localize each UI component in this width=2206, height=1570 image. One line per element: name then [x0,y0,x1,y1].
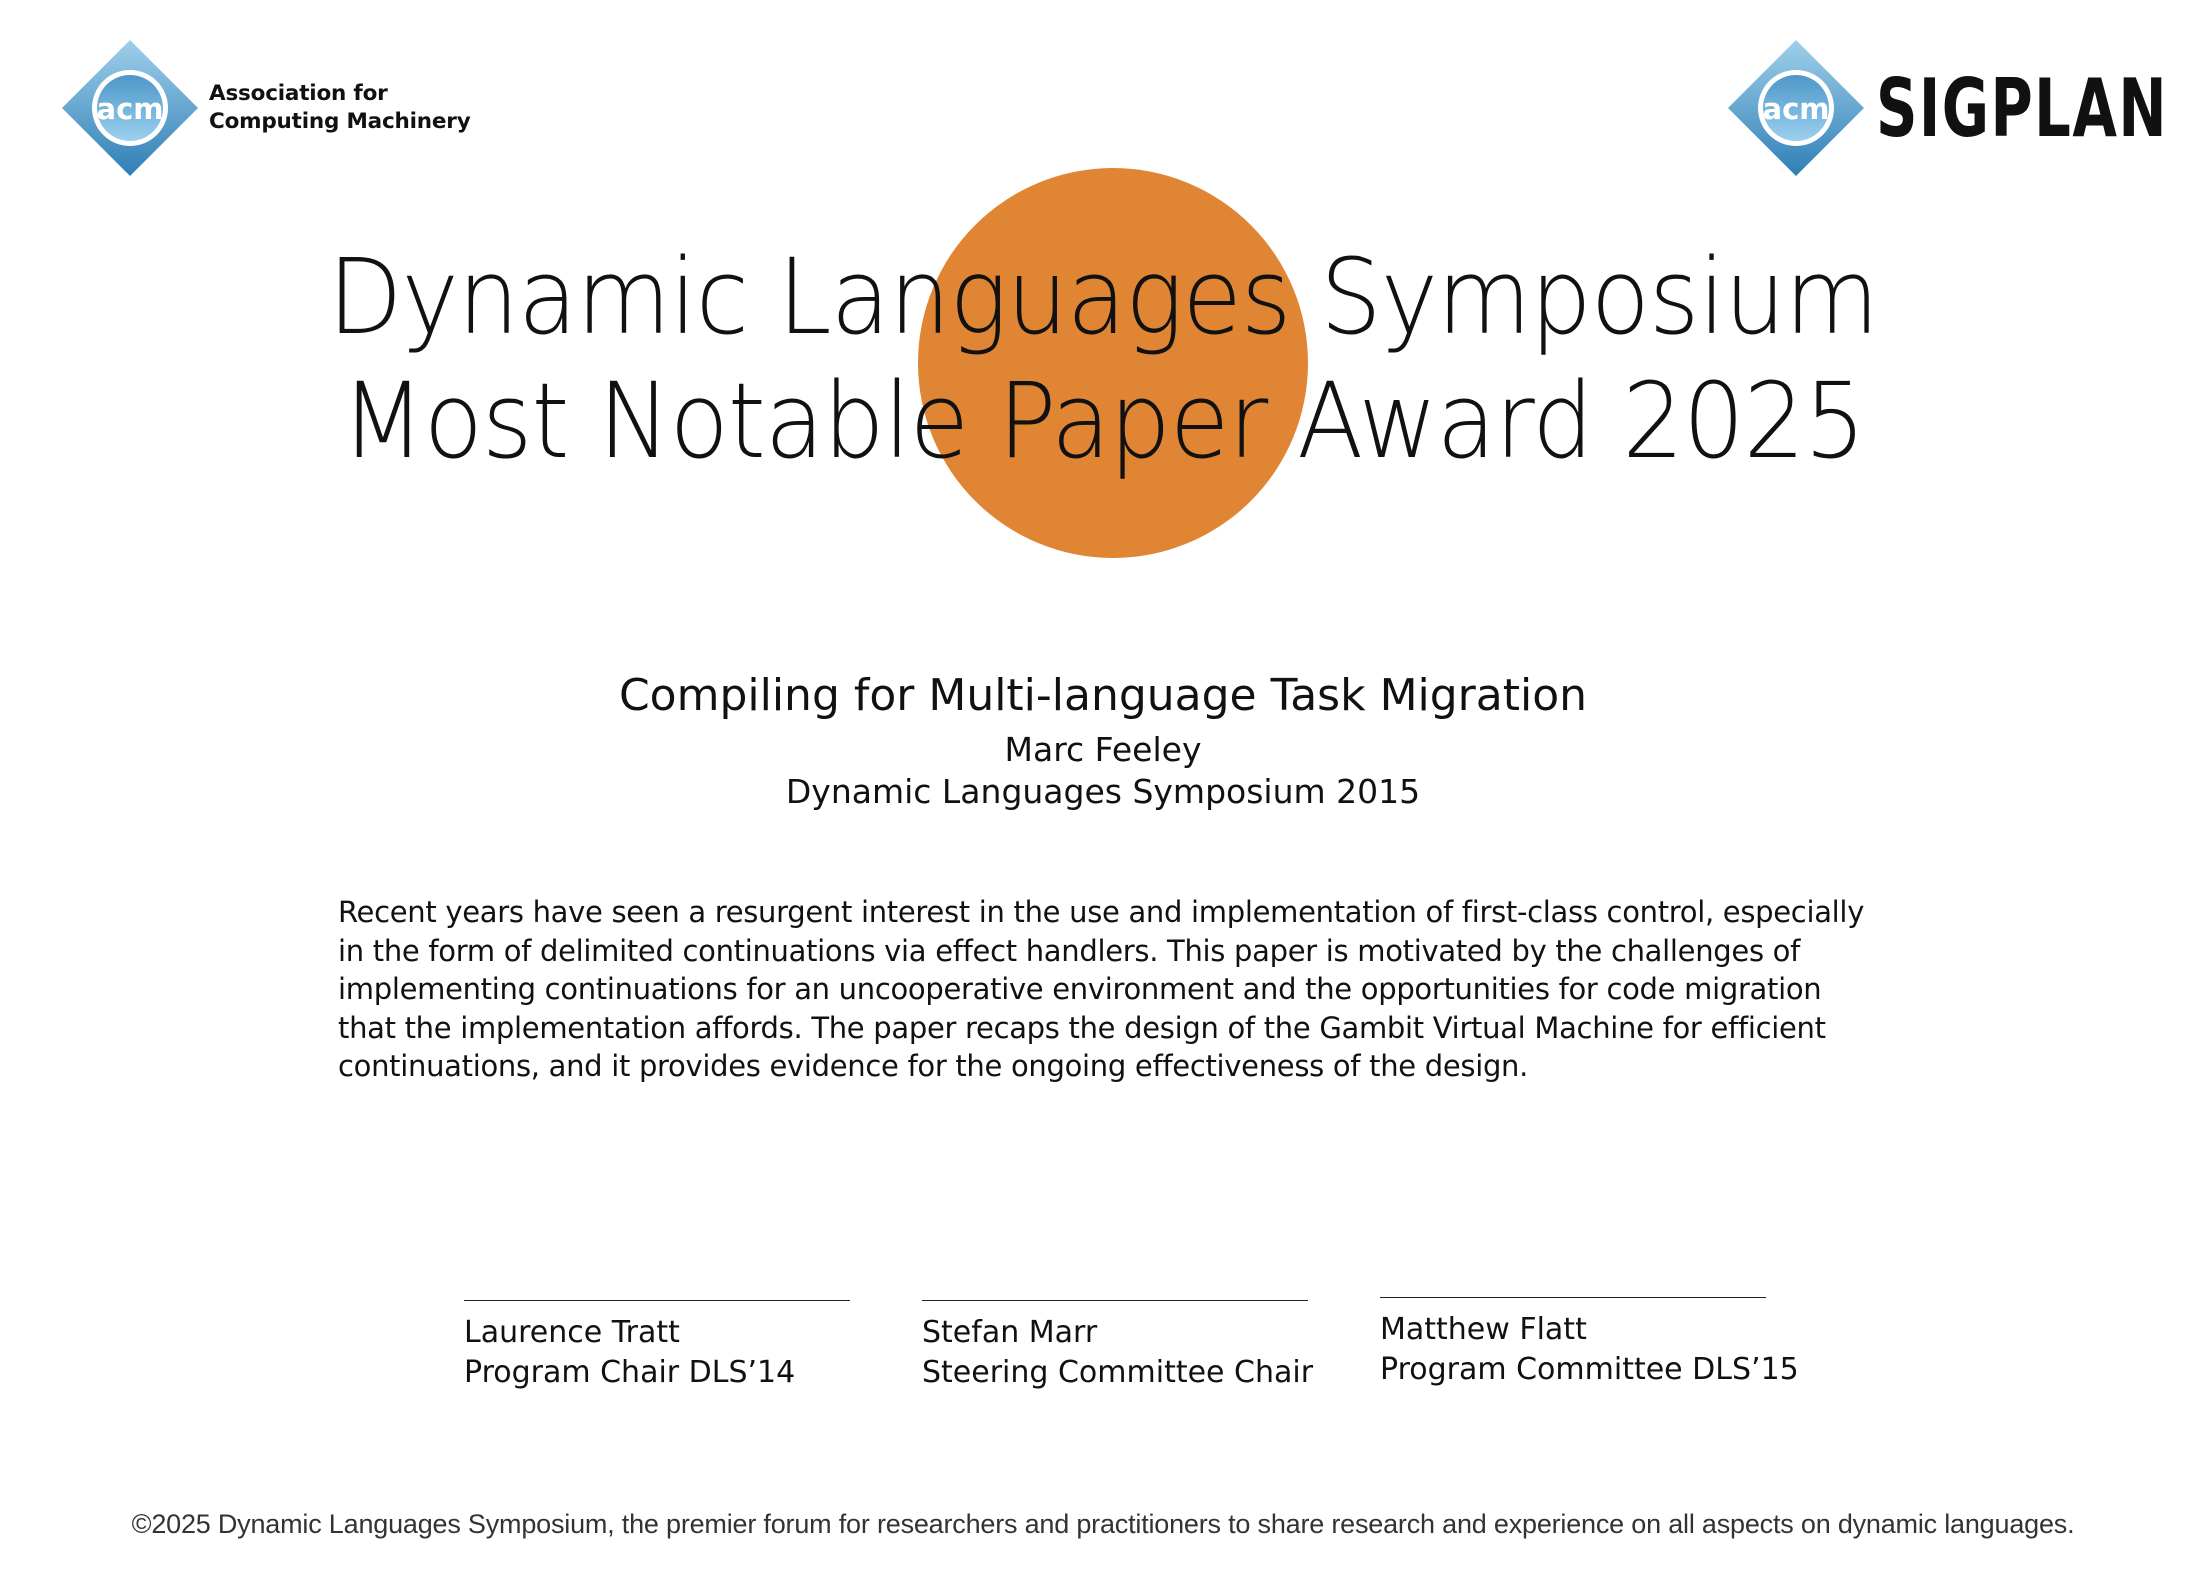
signature-line [922,1300,1308,1301]
acm-diamond-icon [62,40,202,176]
award-title [0,235,2206,483]
acm-org-name [209,80,471,136]
paper-venue: Dynamic Languages Symposium 2015 [785,772,1421,811]
abstract-line: implementing continuations for an uncooperative environment and the opportunities for code migration [338,972,1822,1006]
acm-diamond-icon [1728,40,1868,176]
abstract-line: continuations, and it provides evidence for the ongoing effectiveness of the design. [338,1049,1529,1083]
award-title-line2: Most Notable Paper Award 2025 [341,360,1865,482]
footer-text: ©2025 Dynamic Languages Symposium, the premier forum for researchers and practitioners to share research and experience on all aspects on dynamic languages. [131,1509,2075,1539]
signatory-name: Laurence Tratt [464,1315,680,1350]
acm-org-line1: Association for [209,81,388,106]
signatory-role: Program Chair DLS’14 [464,1355,796,1390]
signature-line [464,1300,850,1301]
sigplan-logo [1728,40,2168,176]
signature-line [1380,1297,1766,1298]
signatory-name: Matthew Flatt [1380,1312,1587,1347]
acm-mark-text: acm [1762,92,1830,126]
signatory-role: Steering Committee Chair [922,1355,1314,1390]
signature-block [1380,1297,1799,1390]
acm-mark-text: acm [96,92,164,126]
paper-author: Marc Feeley [1004,730,1202,769]
abstract-line: in the form of delimited continuations via effect handlers. This paper is motivated by the challenges of [338,933,1801,968]
abstract [338,893,1898,1086]
sigplan-wordmark: SIGPLAN [1876,62,2168,155]
abstract-line: Recent years have seen a resurgent interest in the use and implementation of first-class control, especially [338,895,1865,929]
acm-org-line2: Computing Machinery [209,109,471,134]
paper-title: Compiling for Multi-language Task Migration [618,670,1588,721]
acm-logo [62,40,522,176]
award-title-line1: Dynamic Languages Symposium [327,236,1879,358]
signatory-name: Stefan Marr [922,1315,1098,1350]
signatory-role: Program Committee DLS’15 [1380,1352,1799,1387]
signature-block [922,1300,1312,1393]
abstract-line: that the implementation affords. The paper recaps the design of the Gambit Virtual Machine for efficient [338,1010,1826,1045]
signature-block [464,1300,854,1393]
